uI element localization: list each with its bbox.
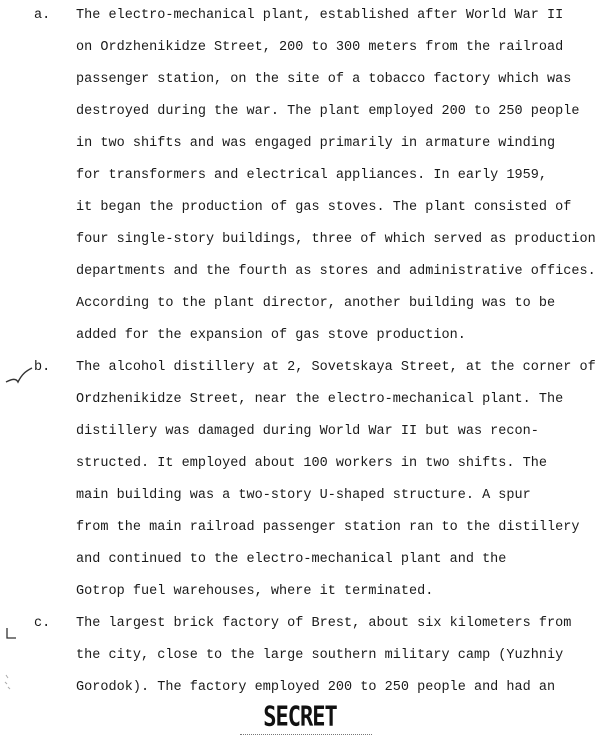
text-line: it began the production of gas stoves. The plant consisted of [76,200,572,215]
text-line: Gorodok). The factory employed 200 to 250 people and had an [76,680,556,695]
text-line: The electro-mechanical plant, established after World War II [76,8,564,23]
text-line: main building was a two-story U-shaped structure. A spur [76,488,531,503]
classification-stamp: SECRET [263,701,337,734]
text-line: structed. It employed about 100 workers in two shifts. The [76,456,548,471]
text-line: the city, close to the large southern military camp (Yuzhniy [76,648,564,663]
item-label: a. [34,8,51,23]
margin-smudge-mark [2,672,20,692]
margin-check-mark [4,366,34,386]
text-line: According to the plant director, another building was to be [76,296,556,311]
classification-footer [0,701,600,734]
text-line: on Ordzhenikidze Street, 200 to 300 meters from the railroad [76,40,564,55]
text-line: distillery was damaged during World War II but was recon- [76,424,539,439]
text-line: four single-story buildings, three of which served as production [76,232,596,247]
text-line: Ordzhenikidze Street, near the electro-mechanical plant. The [76,392,564,407]
text-line: in two shifts and was engaged primarily in armature winding [76,136,556,151]
text-line: for transformers and electrical appliances. In early 1959, [76,168,548,183]
text-line: The largest brick factory of Brest, about six kilometers from [76,616,572,631]
footer-divider [240,734,372,735]
text-line: from the main railroad passenger station ran to the distillery [76,520,580,535]
text-line: destroyed during the war. The plant employed 200 to 250 people [76,104,580,119]
item-label: b. [34,360,51,375]
margin-tick-mark [4,626,24,642]
text-line: The alcohol distillery at 2, Sovetskaya Street, at the corner of [76,360,596,375]
text-line: passenger station, on the site of a tobacco factory which was [76,72,572,87]
text-line: added for the expansion of gas stove production. [76,328,466,343]
item-label: c. [34,616,51,631]
text-line: Gotrop fuel warehouses, where it terminated. [76,584,434,599]
text-line: and continued to the electro-mechanical plant and the [76,552,507,567]
text-line: departments and the fourth as stores and administrative offices. [76,264,596,279]
